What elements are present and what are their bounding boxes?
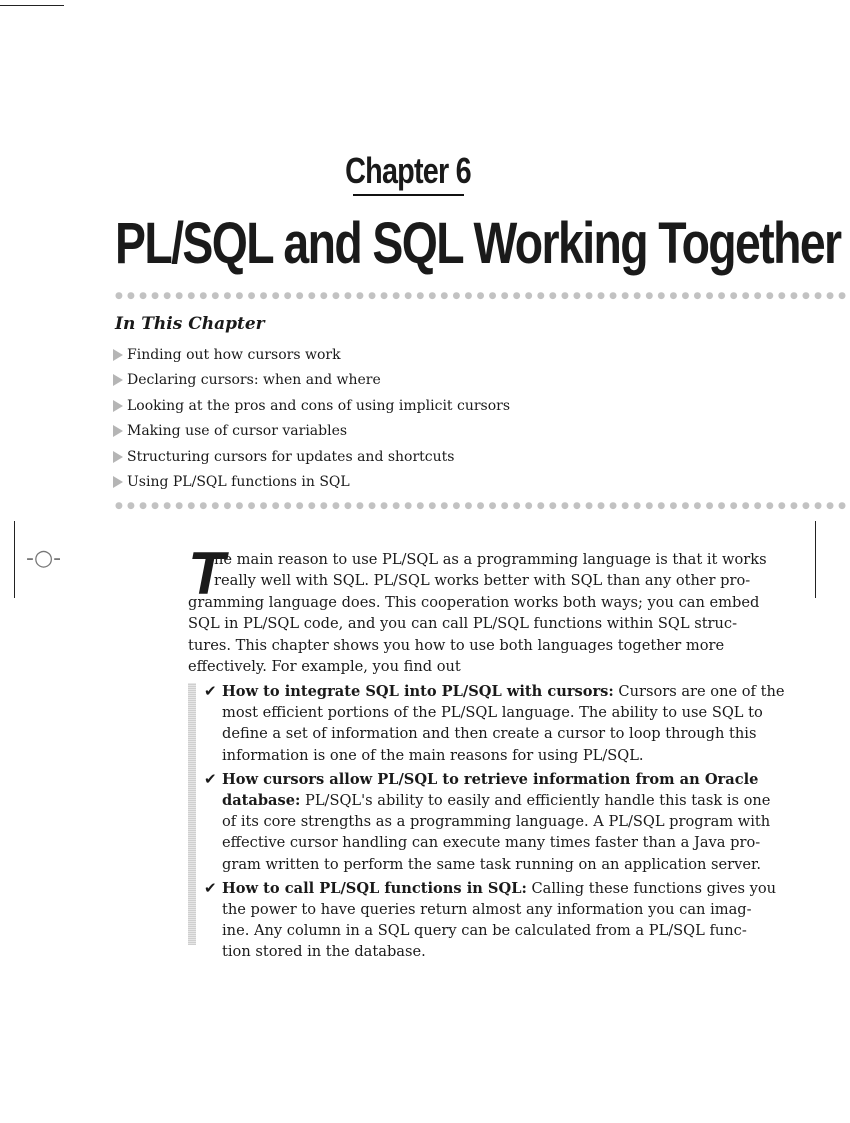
- list-item: Using PL/SQL functions in SQL: [113, 470, 510, 496]
- crop-mark-top: [0, 5, 64, 6]
- intro-paragraph: he main reason to use PL/SQL as a programming language is that it works really well with SQL. PL/SQL works better with SQL than any other pro- gramming language does. This cooperation works both ways; you can embed SQL in PL/SQL code, and you can call PL/SQL functions within SQL struc- tures. This chapter shows you how to use both languages together more effectively. For example, you find out: [188, 551, 767, 676]
- dotted-divider-bottom: ●●●●●●●●●●●●●●●●●●●●●●●●●●●●●●●●●●●●●●●●●●●●●●●●●●●●●●●●●●●●●: [115, 501, 850, 511]
- chapter-rule: [353, 194, 464, 196]
- list-item: Finding out how cursors work: [113, 342, 510, 368]
- dotted-divider-top: ●●●●●●●●●●●●●●●●●●●●●●●●●●●●●●●●●●●●●●●●●●●●●●●●●●●●●●●●●●●●●: [115, 291, 850, 301]
- list-item: ✔ How to call PL/SQL functions in SQL: Calling these functions gives you the power to have queries return almost any information you can imag- ine. Any column in a SQL query can be calculated from a PL/SQL func- tion stored in the database.: [204, 878, 777, 961]
- chapter-label: Chapter 6: [345, 150, 471, 191]
- list-item: ✔ How to integrate SQL into PL/SQL with cursors: Cursors are one of the most efficient portions of the PL/SQL language. The ability to use SQL to define a set of information and then create a cursor to loop through this information is one of the main reasons for using PL/SQL.: [204, 682, 785, 764]
- in-this-chapter-list: [113, 342, 510, 495]
- registration-mark-icon: -○-: [26, 546, 62, 571]
- checkmark-icon: ✔: [204, 682, 217, 700]
- list-item: Declaring cursors: when and where: [113, 368, 510, 394]
- list-item: Making use of cursor variables: [113, 419, 510, 445]
- list-item: Structuring cursors for updates and shortcuts: [113, 444, 510, 470]
- list-item: ✔ How cursors allow PL/SQL to retrieve information from an Oracle database: PL/SQL's ability to easily and efficiently handle this task is one of its core strengths as a programming language. A PL/SQL program with effective cursor handling can execute many times faster than a Java pro- gram written to perform the same task running on an application server.: [204, 769, 771, 873]
- crop-mark-left: [14, 521, 15, 598]
- triangle-bullet-icon: [113, 374, 123, 386]
- bullet-list: [204, 681, 785, 966]
- triangle-bullet-icon: [113, 425, 123, 437]
- triangle-bullet-icon: [113, 451, 123, 463]
- triangle-bullet-icon: [113, 476, 123, 488]
- chapter-title: PL/SQL and SQL Working Together: [115, 211, 841, 276]
- checkmark-icon: ✔: [204, 769, 217, 788]
- drop-cap: T: [188, 540, 225, 607]
- bullet-list-bar: [188, 683, 196, 945]
- crop-mark-right: [815, 521, 816, 598]
- list-item: Looking at the pros and cons of using implicit cursors: [113, 393, 510, 419]
- in-this-chapter-heading: In This Chapter: [115, 314, 265, 334]
- triangle-bullet-icon: [113, 400, 123, 412]
- checkmark-icon: ✔: [204, 878, 217, 897]
- triangle-bullet-icon: [113, 349, 123, 361]
